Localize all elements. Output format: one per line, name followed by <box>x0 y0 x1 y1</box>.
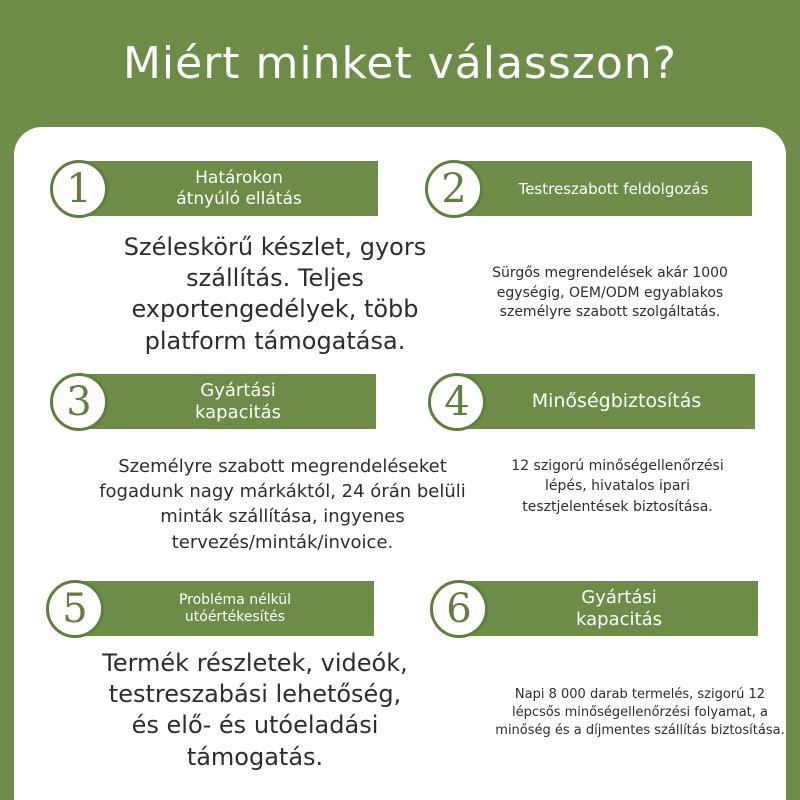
number-6-circle: 6 <box>430 580 488 638</box>
feature-3-text: Személyre szabott megrendeléseket fogadunk nagy márkáktól, 24 órán belüli minták szállítása, ingyenes tervezés/minták/invoice. <box>99 456 466 553</box>
feature-4-heading: Minőségbiztosítás <box>458 374 755 429</box>
feature-3-heading: Gyártási kapacitás <box>80 374 376 429</box>
number-4-circle: 4 <box>428 373 486 431</box>
feature-5-text: Termék részletek, videók, testreszabási lehetőség, és elő- és utóeladási támogatás. <box>102 649 408 771</box>
feature-6-text: Napi 8 000 darab termelés, szigorú 12 lépcsős minőségellenőrzési folyamat, a minőség és a díjmentes szállítás biztosítása. <box>495 687 785 739</box>
page-title: Miért minket válasszon? <box>122 38 678 89</box>
number-2-circle: 2 <box>425 160 483 218</box>
feature-5-heading: Probléma nélkül utóértékesítés <box>76 581 374 636</box>
feature-1-heading: Határokon átnyúló ellátás <box>80 161 378 216</box>
number-3-circle: 3 <box>50 373 108 431</box>
feature-2-heading: Testreszabott feldolgozás <box>455 161 752 216</box>
feature-1-text: Széleskörű készlet, gyors szállítás. Teljes exportengedélyek, több platform támogatása. <box>123 233 427 355</box>
feature-2-text: Sürgős megrendelések akár 1000 egységig, OEM/ODM egyablakos személyre szabott szolgáltatás. <box>492 265 728 321</box>
feature-4-text: 12 szigorú minőségellenőrzési lépés, hivatalos ipari tesztjelentések biztosítása. <box>511 458 724 515</box>
number-5-circle: 5 <box>46 580 104 638</box>
number-1-circle: 1 <box>50 160 108 218</box>
feature-6-heading: Gyártási kapacitás <box>460 581 758 636</box>
